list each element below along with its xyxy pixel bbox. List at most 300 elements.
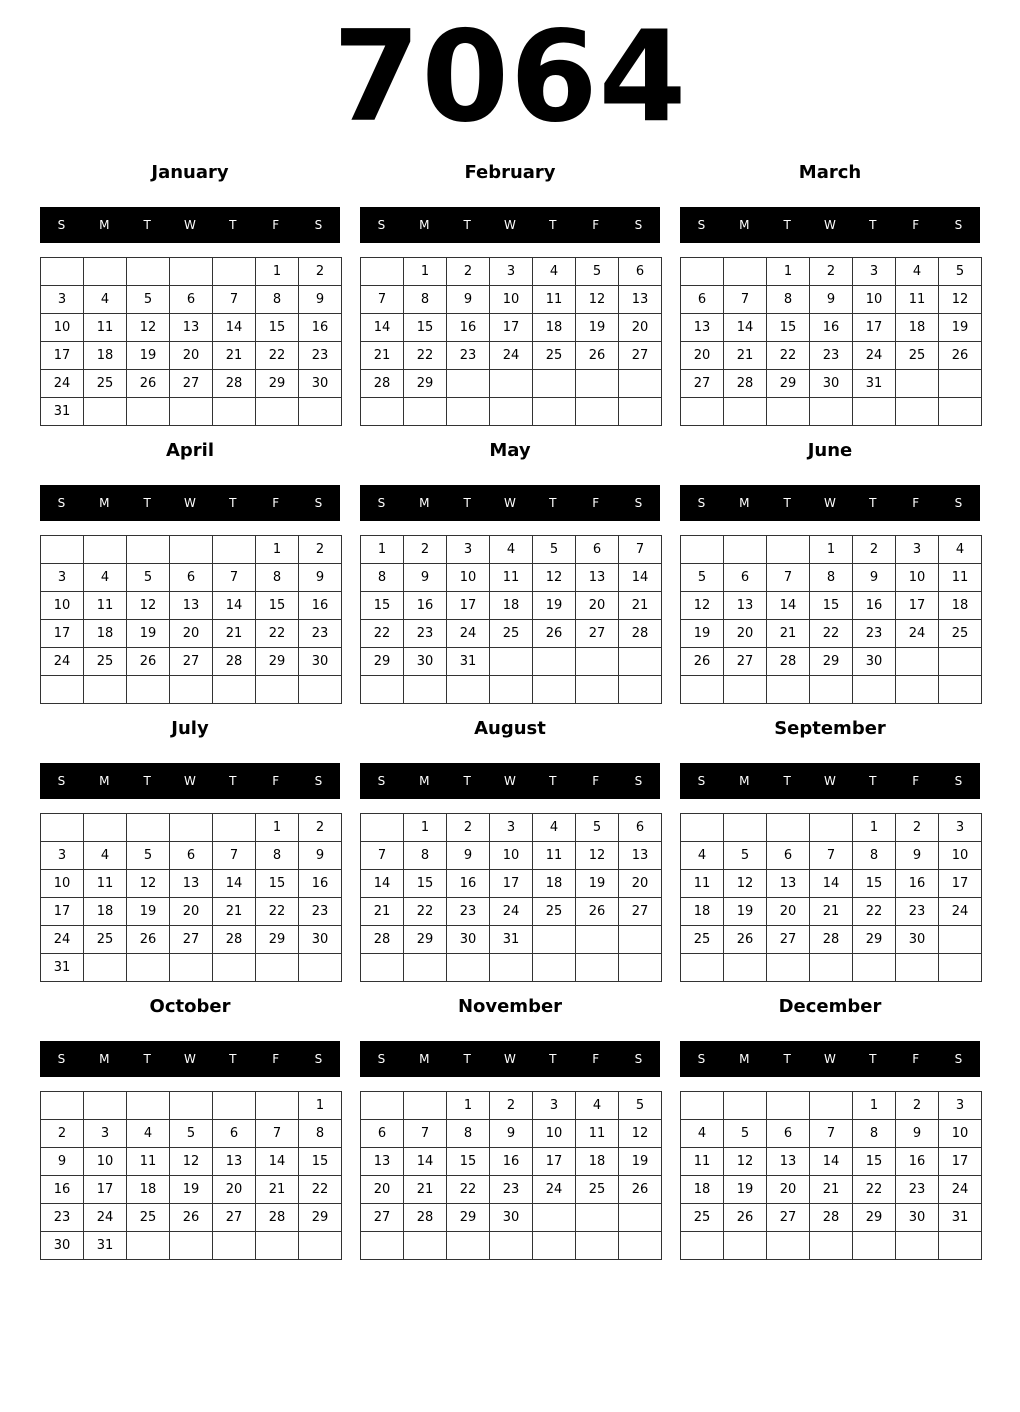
day-cell: 2 bbox=[853, 536, 896, 564]
weekday-label: F bbox=[912, 218, 920, 232]
day-cell: 22 bbox=[361, 620, 404, 648]
day-cell: 1 bbox=[256, 814, 299, 842]
day-cell: 2 bbox=[299, 536, 342, 564]
day-cell: 29 bbox=[299, 1204, 342, 1232]
day-cell: 21 bbox=[767, 620, 810, 648]
day-cell: 28 bbox=[767, 648, 810, 676]
day-cell: 15 bbox=[853, 1148, 896, 1176]
day-cell: 24 bbox=[41, 370, 84, 398]
weekday-label: S bbox=[954, 218, 963, 232]
day-cell: 28 bbox=[361, 926, 404, 954]
day-cell bbox=[619, 926, 662, 954]
day-cell bbox=[404, 398, 447, 426]
day-cell: 8 bbox=[256, 286, 299, 314]
weekday-label: M bbox=[99, 1052, 110, 1066]
weekday-label: F bbox=[592, 774, 600, 788]
day-cell bbox=[619, 398, 662, 426]
day-cell: 16 bbox=[299, 592, 342, 620]
day-cell: 7 bbox=[767, 564, 810, 592]
day-cell: 11 bbox=[681, 1148, 724, 1176]
day-cell bbox=[361, 398, 404, 426]
day-cell: 23 bbox=[447, 342, 490, 370]
day-cell bbox=[576, 926, 619, 954]
day-cell: 5 bbox=[939, 258, 982, 286]
day-cell: 15 bbox=[361, 592, 404, 620]
day-cell bbox=[939, 398, 982, 426]
weekday-label: T bbox=[549, 218, 557, 232]
week-row bbox=[41, 1204, 342, 1232]
day-cell bbox=[724, 258, 767, 286]
day-cell: 15 bbox=[256, 314, 299, 342]
weekday-label: T bbox=[783, 218, 791, 232]
day-grid bbox=[360, 1091, 662, 1260]
weekday-label: M bbox=[739, 774, 750, 788]
day-cell: 21 bbox=[724, 342, 767, 370]
weekday-label: T bbox=[229, 496, 237, 510]
week-row bbox=[41, 620, 342, 648]
day-cell: 19 bbox=[724, 1176, 767, 1204]
day-cell: 4 bbox=[896, 258, 939, 286]
day-cell bbox=[447, 1232, 490, 1260]
day-cell bbox=[41, 258, 84, 286]
day-cell: 9 bbox=[299, 286, 342, 314]
day-cell: 28 bbox=[213, 926, 256, 954]
day-cell: 11 bbox=[127, 1148, 170, 1176]
day-cell: 10 bbox=[939, 842, 982, 870]
day-cell: 21 bbox=[213, 898, 256, 926]
day-cell: 3 bbox=[84, 1120, 127, 1148]
day-cell: 6 bbox=[724, 564, 767, 592]
day-cell: 25 bbox=[84, 370, 127, 398]
day-cell: 22 bbox=[256, 898, 299, 926]
day-cell bbox=[256, 398, 299, 426]
weekday-header bbox=[360, 485, 660, 521]
day-cell: 6 bbox=[767, 1120, 810, 1148]
day-cell: 17 bbox=[939, 1148, 982, 1176]
day-cell: 24 bbox=[41, 648, 84, 676]
day-cell: 16 bbox=[853, 592, 896, 620]
week-row bbox=[41, 286, 342, 314]
day-cell: 3 bbox=[939, 814, 982, 842]
day-cell: 22 bbox=[853, 898, 896, 926]
day-cell: 2 bbox=[896, 1092, 939, 1120]
day-cell: 2 bbox=[447, 258, 490, 286]
week-row bbox=[361, 620, 662, 648]
day-cell: 29 bbox=[361, 648, 404, 676]
day-cell bbox=[404, 1092, 447, 1120]
day-grid bbox=[40, 535, 342, 704]
day-cell: 18 bbox=[490, 592, 533, 620]
day-cell bbox=[84, 676, 127, 704]
week-row bbox=[681, 620, 982, 648]
day-cell: 29 bbox=[853, 926, 896, 954]
day-cell: 2 bbox=[896, 814, 939, 842]
day-cell: 28 bbox=[256, 1204, 299, 1232]
week-row bbox=[361, 1120, 662, 1148]
day-cell bbox=[576, 1232, 619, 1260]
day-cell bbox=[939, 370, 982, 398]
weekday-label: S bbox=[57, 218, 66, 232]
weekday-label: T bbox=[869, 774, 877, 788]
day-cell: 4 bbox=[84, 564, 127, 592]
weekday-label: W bbox=[184, 218, 196, 232]
weekday-label: T bbox=[869, 218, 877, 232]
day-cell bbox=[724, 1232, 767, 1260]
day-cell: 5 bbox=[170, 1120, 213, 1148]
day-cell: 7 bbox=[404, 1120, 447, 1148]
day-cell: 27 bbox=[213, 1204, 256, 1232]
month-name: July bbox=[171, 718, 209, 739]
day-cell: 6 bbox=[170, 842, 213, 870]
day-cell: 14 bbox=[361, 870, 404, 898]
day-cell: 13 bbox=[767, 870, 810, 898]
day-cell bbox=[127, 398, 170, 426]
day-cell: 19 bbox=[619, 1148, 662, 1176]
day-cell: 19 bbox=[724, 898, 767, 926]
day-cell: 26 bbox=[724, 1204, 767, 1232]
day-cell bbox=[767, 1092, 810, 1120]
day-cell: 22 bbox=[256, 342, 299, 370]
day-grid bbox=[40, 1091, 342, 1260]
day-cell: 13 bbox=[619, 842, 662, 870]
day-cell bbox=[767, 954, 810, 982]
day-cell: 20 bbox=[681, 342, 724, 370]
day-grid bbox=[40, 257, 342, 426]
day-cell: 19 bbox=[576, 870, 619, 898]
weekday-label: T bbox=[143, 218, 151, 232]
week-row bbox=[681, 286, 982, 314]
day-cell bbox=[170, 1092, 213, 1120]
day-cell: 11 bbox=[576, 1120, 619, 1148]
day-cell: 9 bbox=[490, 1120, 533, 1148]
day-cell: 11 bbox=[533, 842, 576, 870]
day-cell: 10 bbox=[41, 592, 84, 620]
day-cell: 17 bbox=[41, 898, 84, 926]
day-cell bbox=[404, 676, 447, 704]
weekday-label: F bbox=[592, 1052, 600, 1066]
day-cell: 11 bbox=[533, 286, 576, 314]
day-cell bbox=[619, 1232, 662, 1260]
day-cell: 9 bbox=[299, 842, 342, 870]
weekday-label: W bbox=[824, 1052, 836, 1066]
day-cell: 24 bbox=[490, 898, 533, 926]
day-cell: 15 bbox=[404, 870, 447, 898]
day-cell: 2 bbox=[299, 814, 342, 842]
day-cell: 23 bbox=[299, 620, 342, 648]
year-title: 7064 bbox=[332, 3, 688, 150]
day-cell: 27 bbox=[170, 370, 213, 398]
day-cell bbox=[256, 1232, 299, 1260]
weekday-label: S bbox=[697, 774, 706, 788]
weekday-label: S bbox=[57, 496, 66, 510]
weekday-header bbox=[680, 763, 980, 799]
weekday-header bbox=[680, 207, 980, 243]
weekday-label: S bbox=[377, 496, 386, 510]
week-row bbox=[41, 676, 342, 704]
month-name: February bbox=[464, 162, 556, 183]
day-cell: 15 bbox=[256, 870, 299, 898]
day-cell bbox=[170, 954, 213, 982]
day-cell: 9 bbox=[447, 842, 490, 870]
month-name: March bbox=[798, 162, 862, 183]
week-row bbox=[41, 1148, 342, 1176]
day-cell: 10 bbox=[490, 842, 533, 870]
week-row bbox=[681, 1204, 982, 1232]
day-cell: 11 bbox=[84, 870, 127, 898]
day-cell bbox=[361, 676, 404, 704]
day-cell bbox=[256, 954, 299, 982]
day-cell bbox=[490, 648, 533, 676]
day-cell bbox=[853, 954, 896, 982]
week-row bbox=[681, 258, 982, 286]
day-cell: 13 bbox=[576, 564, 619, 592]
day-cell bbox=[213, 536, 256, 564]
day-cell: 17 bbox=[41, 620, 84, 648]
day-cell: 13 bbox=[170, 314, 213, 342]
day-cell: 5 bbox=[127, 842, 170, 870]
day-cell bbox=[84, 954, 127, 982]
day-cell: 13 bbox=[361, 1148, 404, 1176]
day-cell bbox=[939, 648, 982, 676]
day-cell: 11 bbox=[84, 592, 127, 620]
day-cell: 13 bbox=[681, 314, 724, 342]
week-row bbox=[41, 564, 342, 592]
day-cell bbox=[170, 398, 213, 426]
weekday-label: S bbox=[697, 218, 706, 232]
week-row bbox=[41, 954, 342, 982]
day-cell: 4 bbox=[681, 842, 724, 870]
day-cell: 15 bbox=[404, 314, 447, 342]
day-cell: 3 bbox=[490, 814, 533, 842]
day-cell: 30 bbox=[853, 648, 896, 676]
day-cell: 25 bbox=[681, 926, 724, 954]
weekday-label: S bbox=[314, 1052, 323, 1066]
day-cell: 24 bbox=[490, 342, 533, 370]
week-row bbox=[681, 1232, 982, 1260]
day-cell bbox=[576, 676, 619, 704]
week-row bbox=[361, 564, 662, 592]
day-cell: 10 bbox=[853, 286, 896, 314]
day-cell: 15 bbox=[767, 314, 810, 342]
day-cell: 8 bbox=[404, 286, 447, 314]
day-cell: 9 bbox=[299, 564, 342, 592]
day-cell: 26 bbox=[576, 342, 619, 370]
week-row bbox=[361, 314, 662, 342]
day-cell: 27 bbox=[170, 648, 213, 676]
day-cell: 12 bbox=[127, 314, 170, 342]
day-cell bbox=[213, 1092, 256, 1120]
day-cell: 27 bbox=[170, 926, 213, 954]
day-cell bbox=[256, 1092, 299, 1120]
day-cell bbox=[84, 398, 127, 426]
day-cell bbox=[213, 814, 256, 842]
day-cell: 25 bbox=[84, 926, 127, 954]
day-cell: 23 bbox=[447, 898, 490, 926]
week-row bbox=[681, 1092, 982, 1120]
week-row bbox=[681, 814, 982, 842]
day-cell: 3 bbox=[41, 286, 84, 314]
weekday-label: T bbox=[549, 1052, 557, 1066]
day-cell: 8 bbox=[256, 842, 299, 870]
day-cell: 10 bbox=[447, 564, 490, 592]
day-cell: 3 bbox=[939, 1092, 982, 1120]
week-row bbox=[681, 648, 982, 676]
day-cell: 24 bbox=[533, 1176, 576, 1204]
day-cell: 9 bbox=[41, 1148, 84, 1176]
day-cell bbox=[299, 676, 342, 704]
day-cell bbox=[619, 676, 662, 704]
day-cell: 4 bbox=[490, 536, 533, 564]
day-cell bbox=[533, 1232, 576, 1260]
week-row bbox=[681, 370, 982, 398]
day-cell bbox=[533, 1204, 576, 1232]
day-cell: 25 bbox=[576, 1176, 619, 1204]
weekday-label: M bbox=[419, 218, 430, 232]
day-cell bbox=[681, 814, 724, 842]
week-row bbox=[361, 842, 662, 870]
day-cell: 18 bbox=[127, 1176, 170, 1204]
day-cell: 20 bbox=[361, 1176, 404, 1204]
day-cell: 7 bbox=[810, 1120, 853, 1148]
day-cell bbox=[299, 398, 342, 426]
month-name: December bbox=[778, 996, 882, 1017]
day-cell: 31 bbox=[447, 648, 490, 676]
day-cell bbox=[170, 676, 213, 704]
week-row bbox=[41, 1092, 342, 1120]
day-cell bbox=[361, 1232, 404, 1260]
weekday-label: T bbox=[783, 1052, 791, 1066]
weekday-label: S bbox=[314, 218, 323, 232]
day-cell bbox=[361, 954, 404, 982]
week-row bbox=[681, 1148, 982, 1176]
day-cell bbox=[84, 536, 127, 564]
day-cell: 17 bbox=[447, 592, 490, 620]
day-cell: 21 bbox=[404, 1176, 447, 1204]
day-cell: 1 bbox=[361, 536, 404, 564]
day-cell bbox=[127, 1232, 170, 1260]
week-row bbox=[681, 926, 982, 954]
day-cell: 8 bbox=[853, 1120, 896, 1148]
day-cell: 1 bbox=[767, 258, 810, 286]
weekday-label: S bbox=[377, 218, 386, 232]
day-cell: 17 bbox=[84, 1176, 127, 1204]
day-cell bbox=[896, 676, 939, 704]
weekday-label: M bbox=[419, 1052, 430, 1066]
day-cell bbox=[810, 1232, 853, 1260]
day-cell bbox=[170, 814, 213, 842]
day-cell: 25 bbox=[681, 1204, 724, 1232]
day-cell: 22 bbox=[404, 342, 447, 370]
day-cell: 31 bbox=[939, 1204, 982, 1232]
week-row bbox=[361, 1176, 662, 1204]
day-cell: 16 bbox=[447, 870, 490, 898]
day-cell: 5 bbox=[681, 564, 724, 592]
weekday-label: W bbox=[184, 1052, 196, 1066]
day-cell: 24 bbox=[84, 1204, 127, 1232]
day-cell: 14 bbox=[810, 1148, 853, 1176]
day-cell: 13 bbox=[619, 286, 662, 314]
weekday-label: S bbox=[634, 496, 643, 510]
day-cell: 10 bbox=[41, 314, 84, 342]
day-cell bbox=[724, 814, 767, 842]
day-cell: 21 bbox=[361, 898, 404, 926]
day-cell: 8 bbox=[404, 842, 447, 870]
week-row bbox=[361, 814, 662, 842]
week-row bbox=[681, 842, 982, 870]
day-cell bbox=[896, 370, 939, 398]
day-cell bbox=[619, 648, 662, 676]
day-cell: 27 bbox=[576, 620, 619, 648]
day-cell: 26 bbox=[681, 648, 724, 676]
weekday-label: T bbox=[229, 1052, 237, 1066]
day-cell bbox=[490, 1232, 533, 1260]
day-cell bbox=[724, 1092, 767, 1120]
day-cell: 18 bbox=[576, 1148, 619, 1176]
weekday-label: M bbox=[99, 218, 110, 232]
day-cell: 4 bbox=[533, 258, 576, 286]
day-cell: 28 bbox=[404, 1204, 447, 1232]
day-cell: 16 bbox=[896, 1148, 939, 1176]
day-cell: 24 bbox=[853, 342, 896, 370]
day-cell: 7 bbox=[724, 286, 767, 314]
day-cell: 2 bbox=[404, 536, 447, 564]
day-cell: 30 bbox=[447, 926, 490, 954]
week-row bbox=[41, 926, 342, 954]
weekday-header bbox=[40, 1041, 340, 1077]
day-cell: 21 bbox=[619, 592, 662, 620]
week-row bbox=[681, 564, 982, 592]
day-cell: 16 bbox=[896, 870, 939, 898]
day-cell bbox=[490, 370, 533, 398]
day-cell bbox=[896, 1232, 939, 1260]
weekday-label: S bbox=[57, 774, 66, 788]
day-cell: 14 bbox=[213, 870, 256, 898]
day-cell: 24 bbox=[939, 1176, 982, 1204]
day-cell: 7 bbox=[810, 842, 853, 870]
day-cell: 29 bbox=[404, 370, 447, 398]
day-cell: 7 bbox=[361, 286, 404, 314]
day-cell bbox=[170, 536, 213, 564]
week-row bbox=[41, 314, 342, 342]
day-cell: 9 bbox=[896, 842, 939, 870]
day-cell: 21 bbox=[810, 1176, 853, 1204]
week-row bbox=[361, 342, 662, 370]
day-cell bbox=[256, 676, 299, 704]
day-cell: 20 bbox=[619, 870, 662, 898]
week-row bbox=[361, 258, 662, 286]
weekday-label: M bbox=[419, 496, 430, 510]
day-cell bbox=[447, 398, 490, 426]
weekday-label: S bbox=[954, 1052, 963, 1066]
day-grid bbox=[680, 1091, 982, 1260]
day-cell: 23 bbox=[299, 898, 342, 926]
day-cell: 12 bbox=[533, 564, 576, 592]
day-cell: 25 bbox=[127, 1204, 170, 1232]
weekday-label: T bbox=[783, 496, 791, 510]
day-cell bbox=[533, 954, 576, 982]
day-cell: 30 bbox=[490, 1204, 533, 1232]
month-name: June bbox=[807, 440, 853, 461]
day-cell bbox=[404, 1232, 447, 1260]
day-cell: 23 bbox=[896, 1176, 939, 1204]
day-cell: 23 bbox=[490, 1176, 533, 1204]
day-cell: 4 bbox=[84, 286, 127, 314]
day-cell bbox=[681, 398, 724, 426]
day-cell: 13 bbox=[213, 1148, 256, 1176]
day-cell: 14 bbox=[724, 314, 767, 342]
day-cell: 1 bbox=[404, 814, 447, 842]
day-cell: 19 bbox=[939, 314, 982, 342]
